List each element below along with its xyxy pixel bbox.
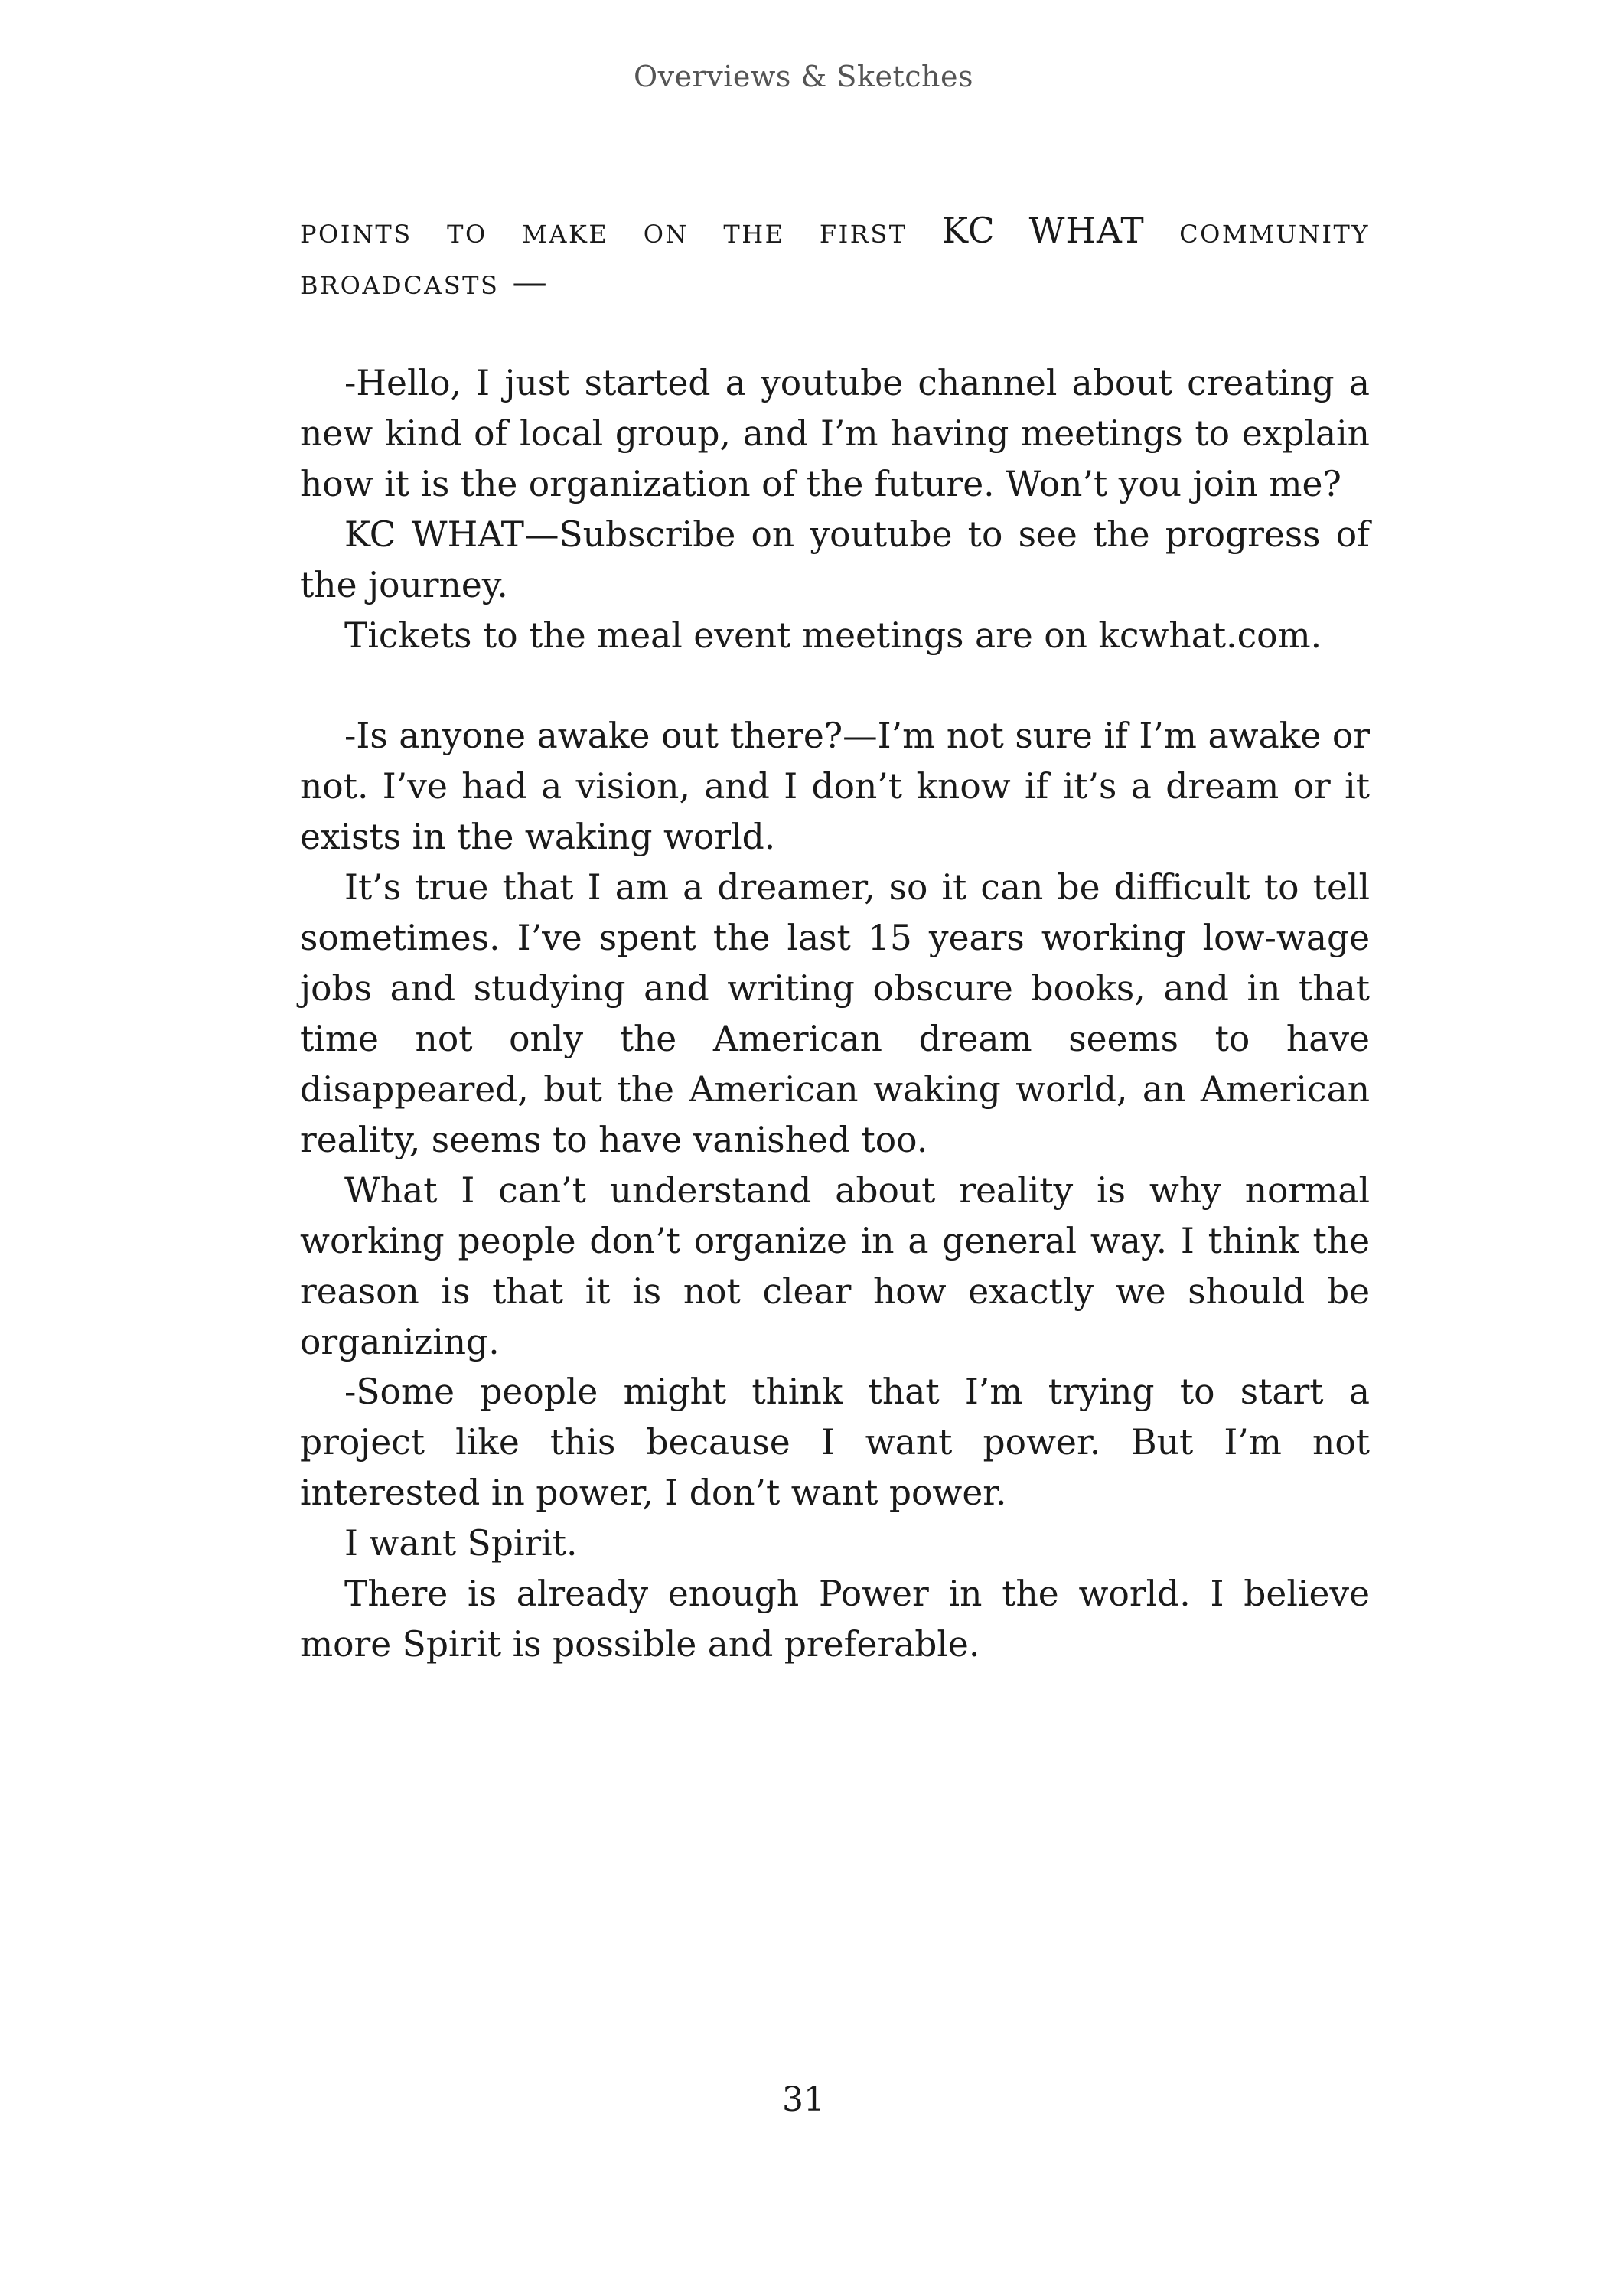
section-3 — [300, 1367, 1370, 1670]
running-head: Overviews & Sketches — [634, 60, 973, 93]
heading-small-caps-tail: community broadcasts — — [300, 210, 1370, 302]
heading-kc-what: KC WHAT — [942, 210, 1145, 251]
paragraph: KC WHAT—Subscribe on youtube to see the progress of the journey. — [300, 514, 1370, 605]
paragraph: -Some people might think that I’m trying to start a project like this because I want power. But I’m not interested in power, I don’t want power. — [300, 1371, 1370, 1513]
paragraph: What I can’t understand about reality is why normal working people don’t organize in a general way. I think the reason is that it is not clear how exactly we should be organizing. — [300, 1170, 1370, 1362]
paragraph: Tickets to the meal event meetings are on kcwhat.com. — [344, 615, 1322, 656]
paragraph: There is already enough Power in the world. I believe more Spirit is possible and preferable. — [300, 1574, 1370, 1665]
paragraph: -Hello, I just started a youtube channel about creating a new kind of local group, and I’m having meetings to explain how it is the organization of the future. Won’t you join me? — [300, 363, 1370, 504]
section-1 — [300, 358, 1370, 661]
heading-small-caps-lead: points to make on the first — [300, 210, 943, 251]
page-number: 31 — [782, 2080, 825, 2119]
paragraph: -Is anyone awake out there?—I’m not sure if I’m awake or not. I’ve had a vision, and I don’t know if it’s a dream or it exists in the waking world. — [300, 716, 1370, 857]
section-2 — [300, 711, 1370, 1368]
paragraph: It’s true that I am a dreamer, so it can be difficult to tell sometimes. I’ve spent the last 15 years working low-wage jobs and studying and writing obscure books, and in that time not only the American dream seems to have disappeared, but the American waking world, an American reality, seems to have vanished too. — [300, 867, 1370, 1160]
section-heading — [300, 205, 1370, 308]
paragraph: I want Spirit. — [344, 1523, 578, 1564]
